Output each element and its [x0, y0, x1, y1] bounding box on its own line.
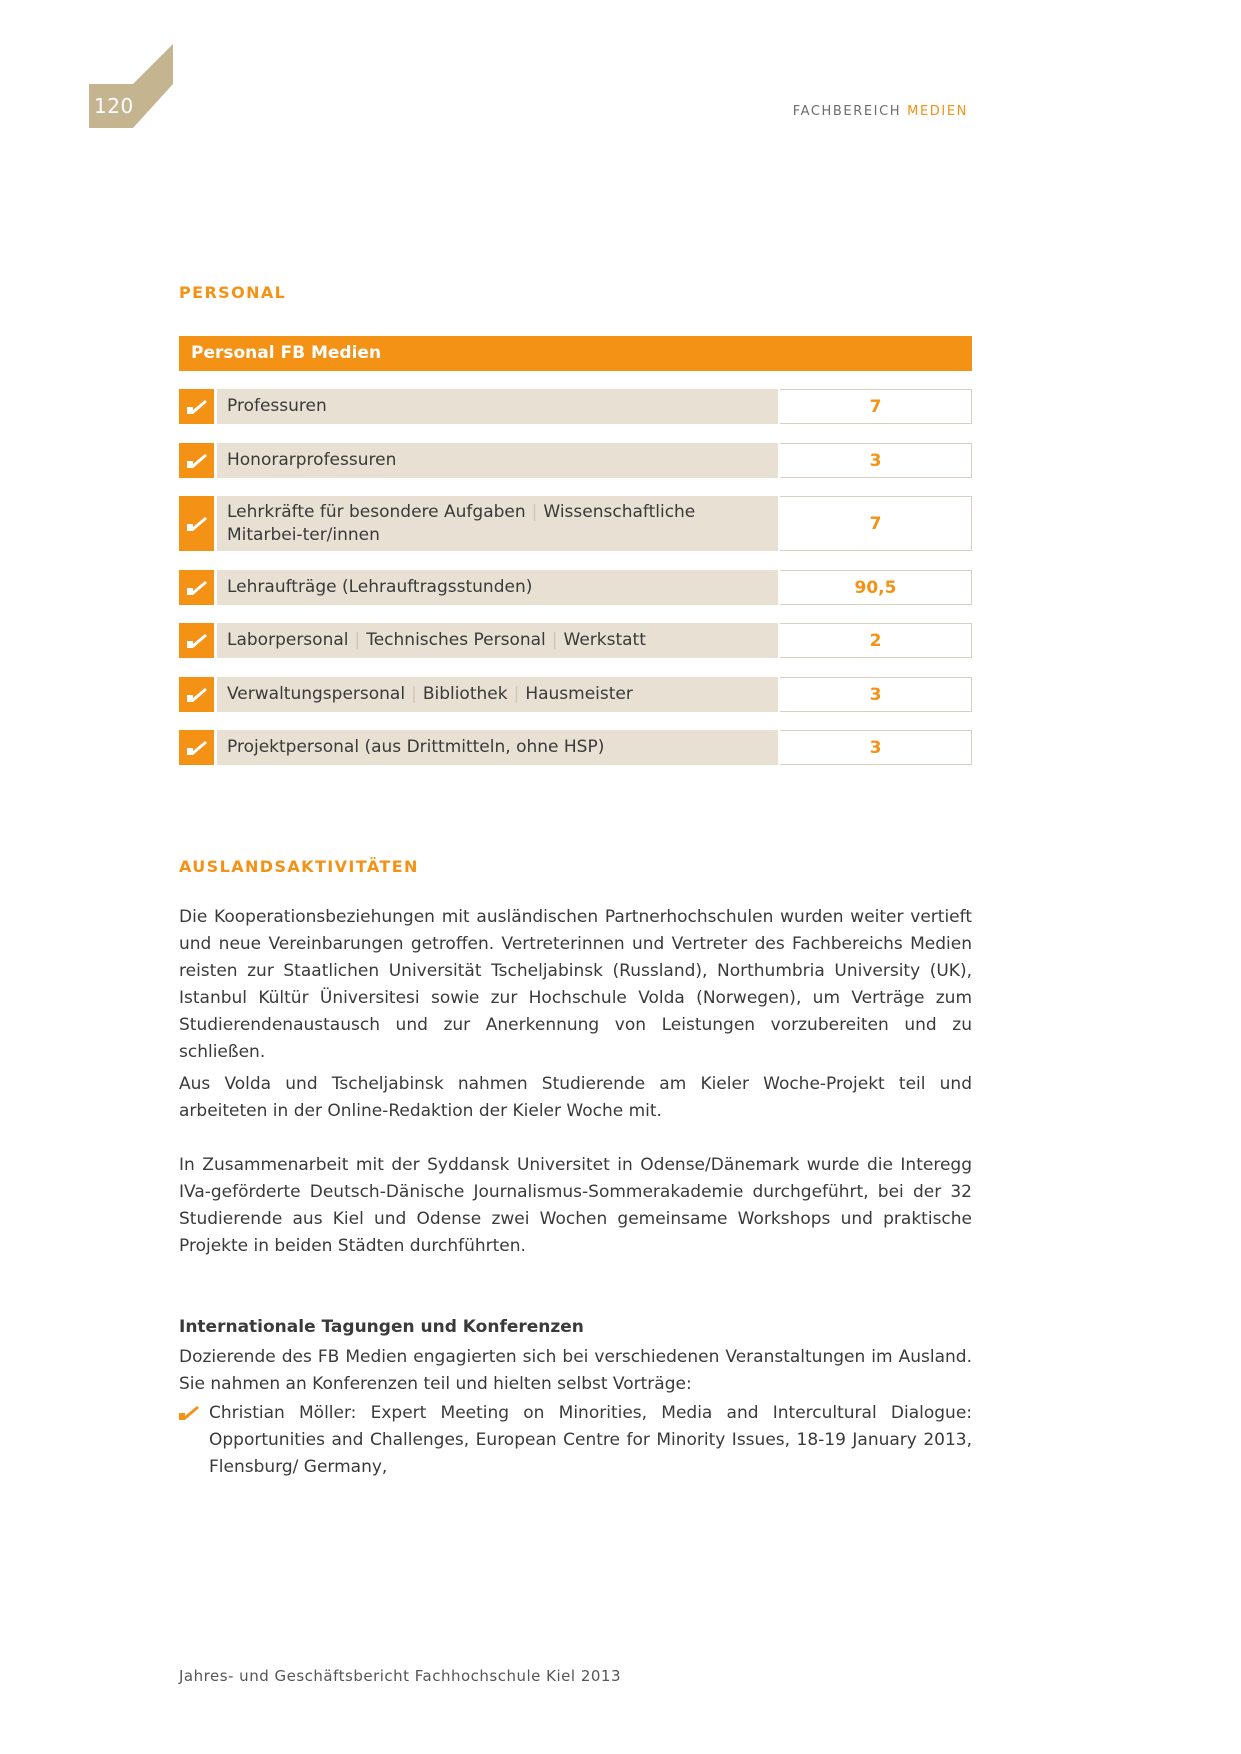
- row-label: [217, 730, 778, 765]
- paragraph-odense: In Zusammenarbeit mit der Syddansk Universitet in Odense/Dänemark wurde die Interegg IVa-geförderte Deutsch-Dänische Journalismus-Sommerakademie durchgeführt, bei der 32 Studierende aus Kiel und Odense zwei Wochen gemeinsame Workshops und praktische Projekte in beiden Städten durchführten.: [179, 1155, 972, 1256]
- table-header: Personal FB Medien: [179, 336, 972, 371]
- check-arrow-icon: [187, 741, 207, 755]
- running-header-section: MEDIEN: [907, 104, 968, 119]
- running-header-prefix: FACHBEREICH: [792, 104, 902, 119]
- row-label: [217, 570, 778, 605]
- label-separator: |: [354, 630, 361, 650]
- footer-text: Jahres- und Geschäftsbericht Fachhochschule Kiel 2013: [179, 1667, 622, 1685]
- row-icon-cell: [179, 623, 214, 658]
- row-icon-cell: [179, 730, 214, 765]
- row-label: [217, 496, 778, 551]
- row-label-part: Bibliothek: [422, 684, 508, 704]
- label-separator: |: [531, 501, 538, 522]
- check-arrow-icon: [187, 688, 207, 702]
- paragraph-kooperation: Die Kooperationsbeziehungen mit ausländischen Partnerhochschulen wurden weiter vertieft und neue Vereinbarungen getroffen. Vertreterinnen und Vertreter des Fachbereichs Medien reisten zur Staatlichen Universität Tscheljabinsk (Russland), Northumbria University (UK), Istanbul Kültür Üniversitesi sowie zur Hochschule Volda (Norwegen), um Verträge zum Studierendenaustausch und zur Anerkennung von Leistungen vorzubereiten und zu schließen.: [179, 907, 972, 1062]
- check-arrow-icon: [187, 454, 207, 468]
- table-row: [179, 623, 972, 658]
- section-title-personal: PERSONAL: [179, 283, 287, 302]
- table-row: [179, 443, 972, 478]
- row-icon-cell: [179, 443, 214, 478]
- row-label-part: Hausmeister: [525, 684, 633, 704]
- label-separator: |: [551, 630, 558, 650]
- row-label-part: Lehrkräfte für besondere Aufgaben: [227, 501, 526, 522]
- row-value: 2: [780, 623, 972, 658]
- table-row: [179, 570, 972, 605]
- row-label: [217, 389, 778, 424]
- table-row: [179, 389, 972, 424]
- row-icon-cell: [179, 389, 214, 424]
- section-title-ausland: AUSLANDSAKTIVITÄTEN: [179, 857, 419, 876]
- row-icon-cell: [179, 570, 214, 605]
- paragraph-dozierende: Dozierende des FB Medien engagierten sich bei verschiedenen Veranstaltungen im Ausland. Sie nahmen an Konferenzen teil und hielten selbst Vorträge:: [179, 1347, 972, 1394]
- label-separator: |: [513, 684, 520, 704]
- row-label-part: Technisches Personal: [366, 630, 546, 650]
- check-arrow-icon: [187, 517, 207, 531]
- subheading-tagungen: Internationale Tagungen und Konferenzen: [179, 1317, 584, 1337]
- row-value: 3: [780, 443, 972, 478]
- row-value: 3: [780, 730, 972, 765]
- row-label: [217, 443, 778, 478]
- row-value: 90,5: [780, 570, 972, 605]
- check-arrow-icon: [179, 1406, 199, 1420]
- row-label-part: Projektpersonal (aus Drittmitteln, ohne HSP): [227, 737, 605, 757]
- page-number: 120: [94, 94, 134, 118]
- row-label-part: Honorarprofessuren: [227, 450, 397, 470]
- row-label-part: Laborpersonal: [227, 630, 349, 650]
- row-icon-cell: [179, 496, 214, 551]
- row-value: 3: [780, 677, 972, 712]
- table-row: [179, 730, 972, 765]
- table-row: [179, 677, 972, 712]
- row-label: [217, 623, 778, 658]
- row-label-part: Wissenschaftliche Mitarbei-ter/innen: [227, 501, 696, 545]
- label-separator: |: [411, 684, 417, 704]
- row-value: 7: [780, 389, 972, 424]
- list-item: [179, 1400, 972, 1481]
- running-header: [793, 104, 968, 119]
- row-icon-cell: [179, 677, 214, 712]
- check-arrow-icon: [187, 581, 207, 595]
- row-label-part: Lehraufträge (Lehrauftragsstunden): [227, 577, 533, 597]
- check-arrow-icon: [187, 634, 207, 648]
- paragraph-volda: Aus Volda und Tscheljabinsk nahmen Studierende am Kieler Woche-Projekt teil und arbeiteten in der Online-Redaktion der Kieler Woche mit.: [179, 1074, 972, 1121]
- row-label: [217, 677, 778, 712]
- table-row: [179, 496, 972, 551]
- list-item-text: Christian Möller: Expert Meeting on Minorities, Media and Intercultural Dialogue: Opportunities and Challenges, European Centre for Minority Issues, 18-19 January 2013, Flensburg/ Germany,: [209, 1403, 972, 1477]
- row-value: 7: [780, 496, 972, 551]
- row-label-part: Werkstatt: [563, 630, 646, 650]
- check-arrow-icon: [187, 400, 207, 414]
- row-label-part: Professuren: [227, 396, 327, 416]
- row-label-part: Verwaltungspersonal: [227, 684, 406, 704]
- conference-list: [179, 1400, 972, 1481]
